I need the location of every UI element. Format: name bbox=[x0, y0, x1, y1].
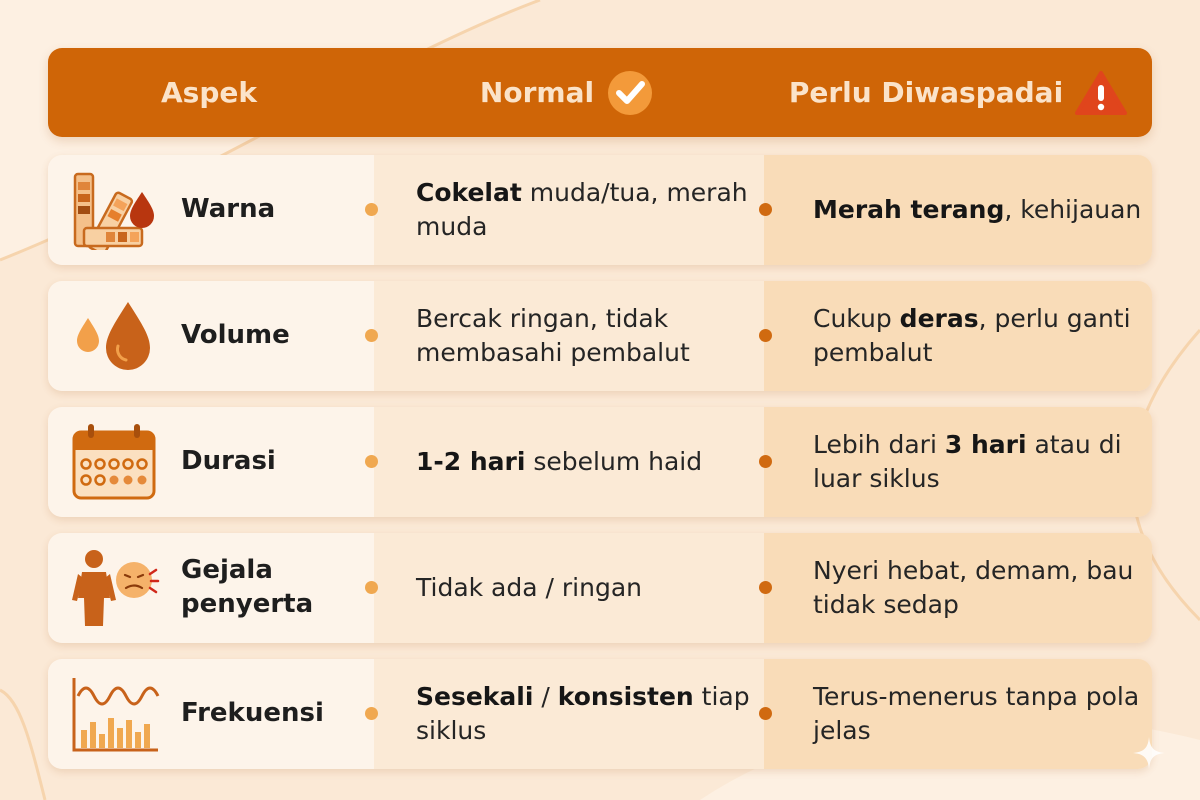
body-pain-icon bbox=[70, 548, 160, 628]
warning-triangle-icon bbox=[1075, 70, 1127, 116]
normal-text: Tidak ada / ringan bbox=[416, 573, 642, 603]
aspect-label: Volume bbox=[181, 320, 290, 351]
bullet-dot bbox=[365, 203, 378, 216]
table-row bbox=[48, 407, 1152, 517]
header-aspek: Aspek bbox=[161, 76, 257, 109]
bullet-dot bbox=[759, 455, 772, 468]
calendar-icon bbox=[70, 422, 160, 502]
header-normal: Normal bbox=[370, 48, 764, 137]
color-swatch-icon bbox=[70, 170, 160, 250]
wave-chart-icon bbox=[70, 674, 160, 754]
check-circle-icon bbox=[606, 69, 654, 117]
aspect-label: Durasi bbox=[181, 446, 276, 477]
table-header bbox=[48, 48, 1152, 137]
table-row bbox=[48, 659, 1152, 769]
warning-text: Cukup deras, perlu ganti pembalut bbox=[813, 304, 1131, 367]
bullet-dot bbox=[365, 707, 378, 720]
normal-text: 1-2 hari sebelum haid bbox=[416, 447, 703, 477]
warning-text: Terus-menerus tanpa pola jelas bbox=[813, 682, 1140, 745]
bullet-dot bbox=[365, 455, 378, 468]
table-row bbox=[48, 533, 1152, 643]
table-row bbox=[48, 281, 1152, 391]
bullet-dot bbox=[759, 707, 772, 720]
header-warning: Perlu Diwaspadai bbox=[764, 48, 1152, 137]
warning-text: Nyeri hebat, demam, bau tidak sedap bbox=[813, 556, 1134, 619]
table-row bbox=[48, 155, 1152, 265]
aspect-label: Gejala penyerta bbox=[181, 555, 314, 619]
bullet-dot bbox=[365, 581, 378, 594]
bullet-dot bbox=[759, 329, 772, 342]
warning-text: Lebih dari 3 hari atau di luar siklus bbox=[813, 430, 1122, 493]
aspect-label: Warna bbox=[181, 194, 276, 225]
droplets-icon bbox=[70, 296, 160, 376]
sparkle-icon bbox=[1132, 736, 1166, 770]
warning-text: Merah terang, kehijauan bbox=[813, 195, 1142, 225]
bullet-dot bbox=[759, 203, 772, 216]
bullet-dot bbox=[365, 329, 378, 342]
normal-text: Cokelat muda/tua, merah muda bbox=[416, 178, 748, 241]
aspect-label: Frekuensi bbox=[181, 698, 324, 729]
normal-text: Bercak ringan, tidak membasahi pembalut bbox=[416, 304, 690, 367]
bullet-dot bbox=[759, 581, 772, 594]
normal-text: Sesekali / konsisten tiap siklus bbox=[416, 682, 750, 745]
